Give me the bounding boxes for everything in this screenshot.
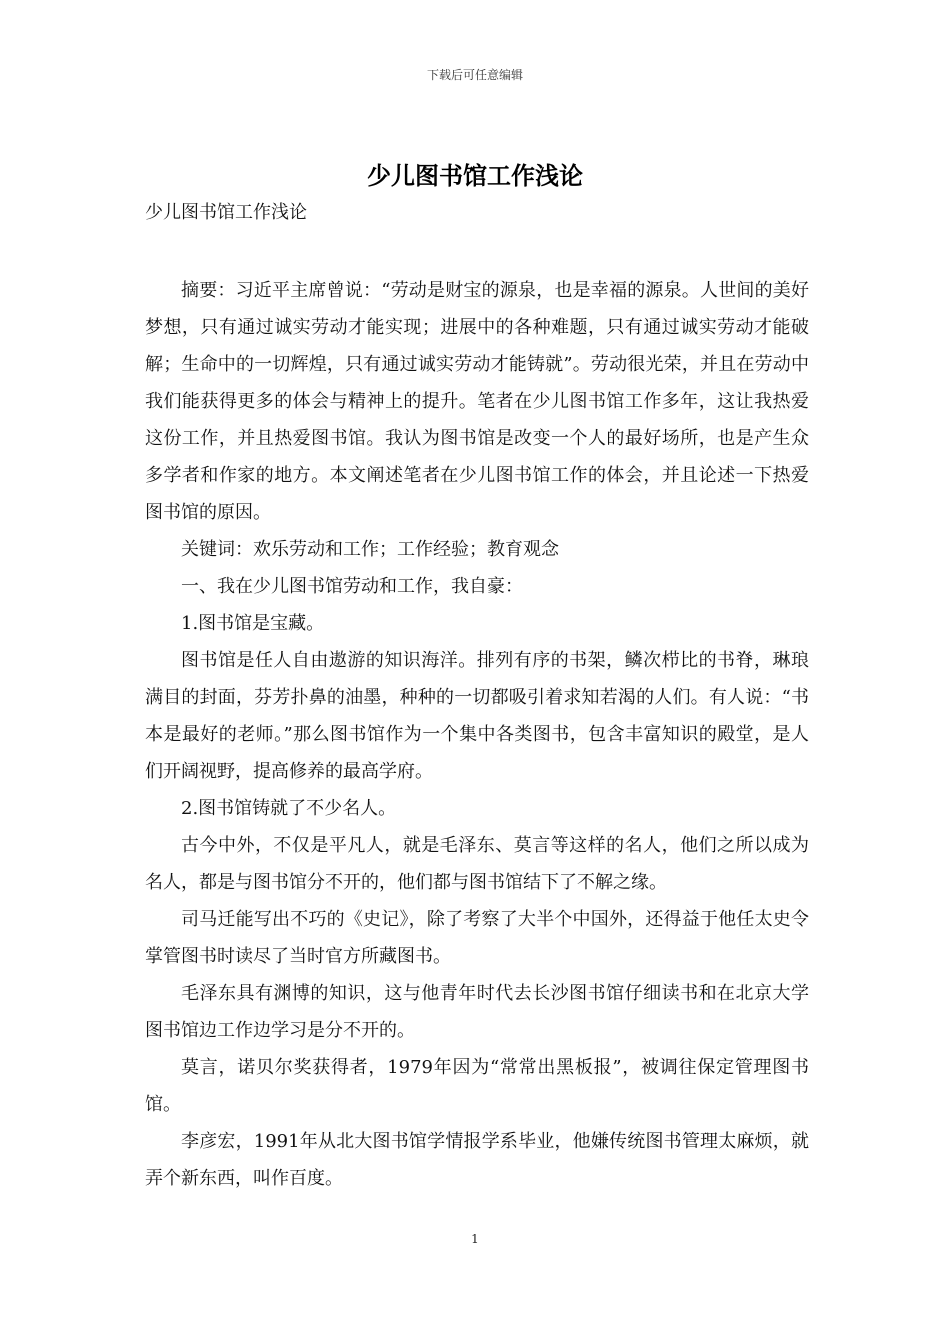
body-paragraph: 毛泽东具有渊博的知识，这与他青年时代去长沙图书馆仔细读书和在北京大学图书馆边工作边学习是分不开的。 [145,983,809,1041]
body-paragraph: 司马迁能写出不巧的《史记》，除了考察了大半个中国外，还得益于他任太史令掌管图书时读尽了当时官方所藏图书。 [145,909,809,967]
body-paragraph: 莫言，诺贝尔奖获得者，1979年因为“常常出黑板报”，被调往保定管理图书馆。 [145,1057,809,1115]
document-body [145,272,809,1197]
document-subtitle: 少儿图书馆工作浅论 [145,202,307,223]
subheading: 1.图书馆是宝藏。 [181,613,325,634]
keywords-paragraph: 关键词：欢乐劳动和工作；工作经验；教育观念 [181,539,559,560]
body-paragraph: 图书馆是任人自由遨游的知识海洋。排列有序的书架，鳞次栉比的书脊，琳琅满目的封面，芬芳扑鼻的油墨，种种的一切都吸引着求知若渴的人们。有人说：“书本是最好的老师。”那么图书馆作为一个集中各类图书，包含丰富知识的殿堂，是人们开阔视野，提高修养的最高学府。 [145,650,809,782]
subheading: 2.图书馆铸就了不少名人。 [181,798,397,819]
body-paragraph: 古今中外，不仅是平凡人，就是毛泽东、莫言等这样的名人，他们之所以成为名人，都是与图书馆分不开的，他们都与图书馆结下了不解之缘。 [145,835,809,893]
section-heading: 一、我在少儿图书馆劳动和工作，我自豪： [181,576,523,597]
abstract-paragraph: 摘要：习近平主席曾说：“劳动是财宝的源泉，也是幸福的源泉。人世间的美好梦想，只有通过诚实劳动才能实现；进展中的各种难题，只有通过诚实劳动才能破解；生命中的一切辉煌，只有通过诚实劳动才能铸就”。劳动很光荣，并且在劳动中我们能获得更多的体会与精神上的提升。笔者在少儿图书馆工作多年，这让我热爱这份工作，并且热爱图书馆。我认为图书馆是改变一个人的最好场所，也是产生众多学者和作家的地方。本文阐述笔者在少儿图书馆工作的体会，并且论述一下热爱图书馆的原因。 [145,280,809,523]
document-title: 少儿图书馆工作浅论 [367,161,583,190]
header-note: 下载后可任意编辑 [426,68,523,82]
body-paragraph: 李彦宏，1991年从北大图书馆学情报学系毕业，他嫌传统图书管理太麻烦，就弄个新东西，叫作百度。 [145,1131,809,1189]
page-number: 1 [471,1232,479,1246]
